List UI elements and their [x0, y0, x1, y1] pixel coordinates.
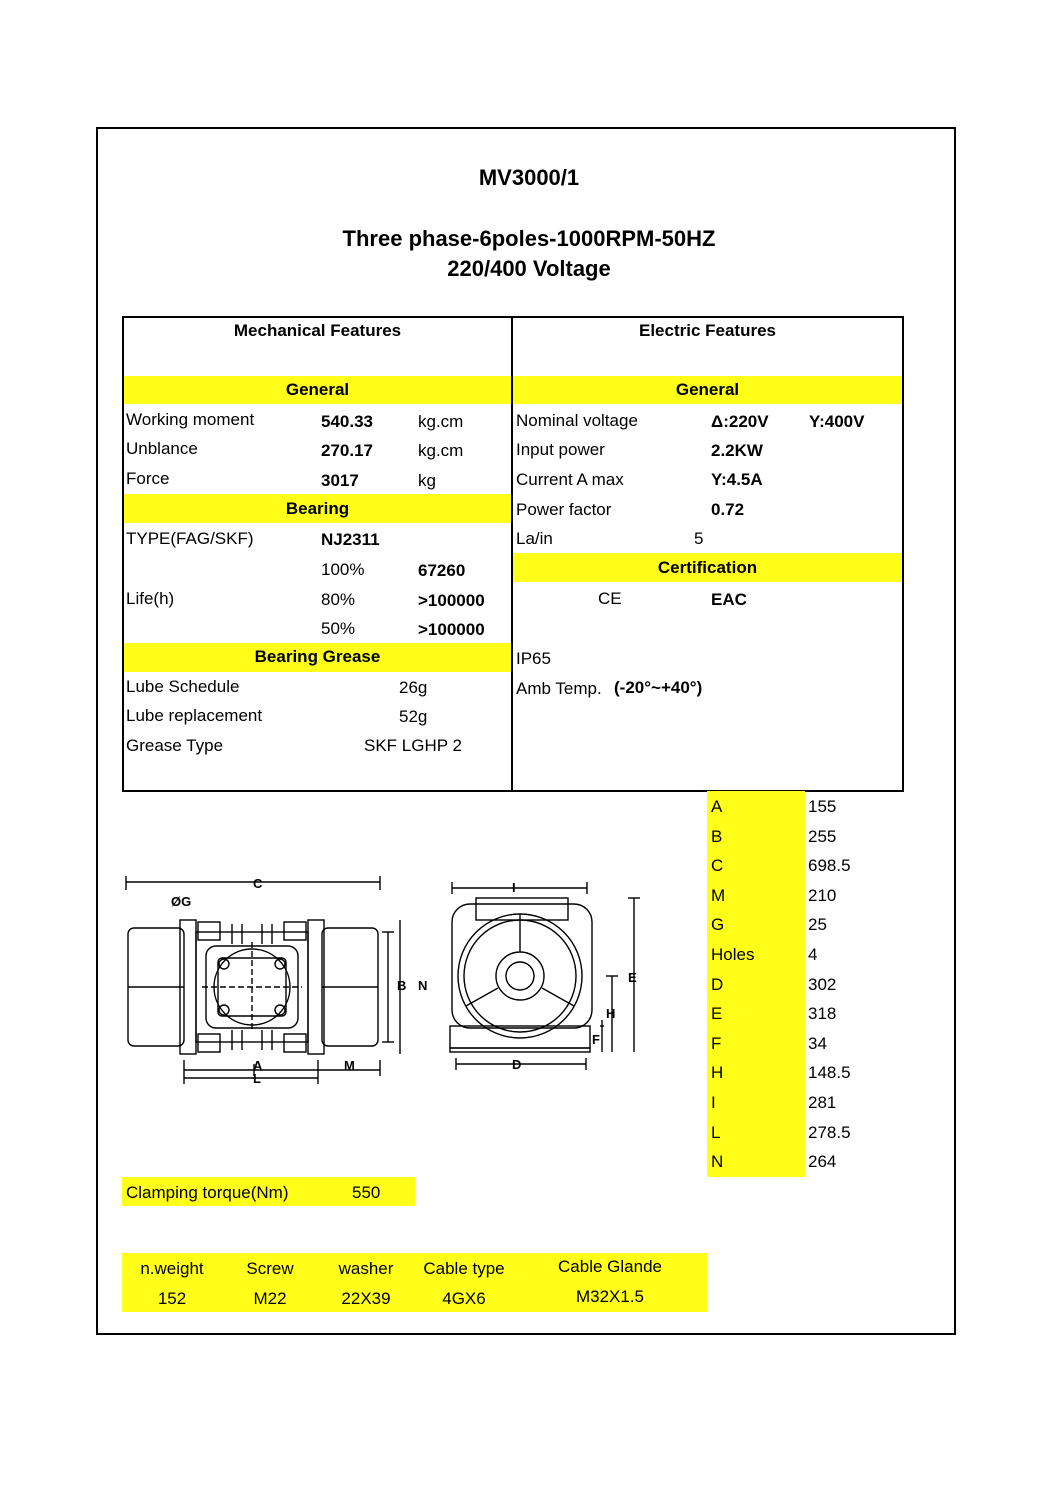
unbalance-label: Unblance [126, 439, 198, 458]
bottom-value: 152 [157, 1289, 187, 1308]
electric-heading: Electric Features [638, 321, 776, 340]
force-label: Force [126, 469, 170, 488]
life-value-100: 67260 [418, 561, 466, 580]
dimension-key: Holes [711, 945, 755, 964]
dimension-key: A [711, 797, 723, 816]
bearing-heading: Bearing [285, 499, 350, 518]
label-e: E [628, 970, 637, 985]
lube-replacement-label: Lube replacement [126, 706, 263, 725]
power-factor-value: 0.72 [711, 500, 745, 519]
amb-temp-label: Amb Temp. [516, 679, 602, 698]
life-label: Life(h) [126, 589, 175, 608]
bottom-header: Screw [246, 1259, 294, 1278]
label-f: F [592, 1032, 600, 1047]
bottom-value: 22X39 [341, 1289, 391, 1308]
label-b: B [397, 978, 407, 993]
dimension-value: 318 [808, 1004, 837, 1024]
dimension-key: I [711, 1093, 716, 1112]
dimension-key: D [711, 974, 724, 994]
force-value: 3017 [321, 471, 359, 490]
la-label: La/in [516, 529, 553, 548]
life-pct-50: 50% [321, 619, 356, 638]
grease-heading: Bearing Grease [254, 647, 381, 666]
cert-eac: EAC [711, 590, 747, 609]
life-value-50: >100000 [418, 620, 485, 639]
dimension-value: 698.5 [808, 856, 851, 876]
dimension-key: B [711, 826, 723, 846]
label-d: D [512, 1057, 522, 1072]
label-n: N [418, 978, 428, 993]
dimension-key: E [711, 1004, 723, 1024]
lube-replacement-value: 52g [399, 707, 428, 726]
input-power-label: Input power [516, 440, 605, 459]
bearing-type-label: TYPE(FAG/SKF) [126, 529, 254, 548]
subtitle: Three phase-6poles-1000RPM-50HZ [342, 226, 716, 251]
label-m: M [344, 1058, 355, 1073]
dimension-value: 4 [808, 945, 818, 964]
dimension-key: M [711, 885, 726, 905]
dimension-value: 25 [808, 915, 827, 935]
label-i: I [512, 880, 516, 895]
nominal-voltage-delta: Δ:220V [711, 412, 769, 431]
label-g: ØG [171, 894, 192, 909]
ip-rating: IP65 [516, 649, 551, 668]
current-value: Y:4.5A [711, 470, 763, 489]
life-value-80: >100000 [418, 591, 485, 610]
cert-ce: CE [598, 589, 622, 608]
dimension-key: C [711, 856, 724, 876]
current-label: Current A max [516, 470, 624, 489]
dimension-value: 148.5 [808, 1063, 851, 1083]
dimension-key: H [711, 1063, 724, 1083]
elec-general-heading: General [675, 380, 740, 399]
working-moment-unit: kg.cm [418, 412, 464, 431]
cert-heading: Certification [657, 558, 758, 577]
bottom-header: Cable type [423, 1259, 505, 1278]
dimension-value: 278.5 [808, 1122, 851, 1142]
life-pct-80: 80% [321, 590, 356, 609]
bottom-header: Cable Glande [558, 1257, 662, 1276]
bottom-value: M32X1.5 [575, 1287, 645, 1306]
grease-type-value: SKF LGHP 2 [364, 736, 462, 755]
dimension-value: 34 [808, 1033, 827, 1053]
label-l: L [253, 1071, 261, 1086]
life-pct-100: 100% [321, 560, 365, 579]
dimension-value: 255 [808, 826, 837, 846]
power-factor-label: Power factor [516, 500, 612, 519]
bearing-type-value: NJ2311 [321, 530, 380, 549]
dimension-key: N [711, 1152, 724, 1172]
lube-schedule-value: 26g [399, 678, 428, 697]
dimension-value: 264 [808, 1152, 837, 1172]
model-title: MV3000/1 [478, 165, 580, 190]
label-h: H [606, 1006, 616, 1021]
bottom-value: 4GX6 [442, 1289, 486, 1308]
unbalance-value: 270.17 [321, 441, 373, 460]
unbalance-unit: kg.cm [418, 441, 464, 460]
label-c: C [253, 876, 263, 891]
dimension-key: L [711, 1122, 721, 1142]
bottom-value: M22 [253, 1289, 287, 1308]
mech-general-heading: General [285, 380, 350, 399]
dimension-value: 210 [808, 885, 837, 905]
label-a: A [253, 1058, 263, 1073]
bottom-header: n.weight [140, 1259, 204, 1278]
nominal-voltage-y: Y:400V [809, 412, 865, 431]
force-unit: kg [418, 471, 436, 490]
lube-schedule-label: Lube Schedule [126, 677, 240, 696]
clamping-value: 550 [352, 1183, 381, 1202]
la-value: 5 [694, 529, 704, 548]
input-power-value: 2.2KW [711, 441, 763, 460]
working-moment-value: 540.33 [321, 412, 373, 431]
nominal-voltage-label: Nominal voltage [516, 411, 638, 430]
dimension-value: 302 [808, 974, 837, 994]
dimension-value: 155 [808, 797, 837, 816]
voltage-title: 220/400 Voltage [447, 256, 611, 281]
dimension-key: F [711, 1033, 722, 1053]
dimension-key: G [711, 915, 725, 935]
grease-type-label: Grease Type [126, 736, 224, 755]
clamping-label: Clamping torque(Nm) [126, 1183, 289, 1202]
dimension-value: 281 [808, 1093, 837, 1112]
front-view-drawing [442, 880, 642, 1074]
mechanical-heading: Mechanical Features [233, 321, 402, 340]
amb-temp-value: (-20°~+40°) [614, 678, 703, 697]
bottom-header: washer [338, 1259, 394, 1278]
working-moment-label: Working moment [126, 410, 255, 429]
